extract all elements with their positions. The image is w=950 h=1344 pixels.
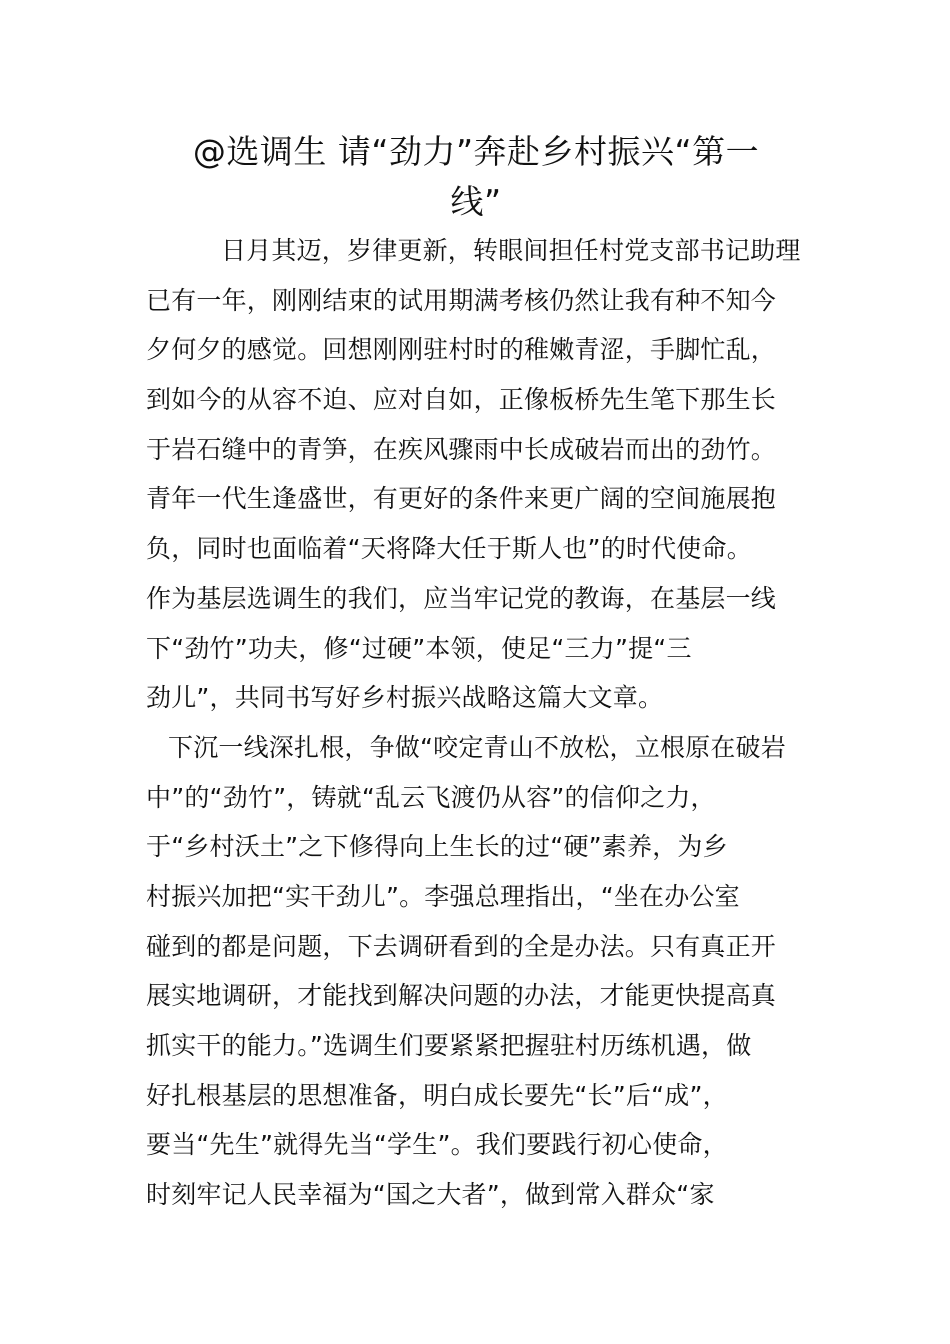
- paragraph-2-line: 要当“先生”就得先当“学生”。我们要践行初心使命，: [146, 1130, 728, 1160]
- article-body: [146, 226, 816, 1220]
- paragraph-1-line: 夕何夕的感觉。回想刚刚驻村时的稚嫩青涩，手脚忙乱，: [146, 335, 777, 365]
- paragraph-1-line: 青年一代生逢盛世，有更好的条件来更广阔的空间施展抱: [146, 484, 777, 514]
- paragraph-1-line: 已有一年，刚刚结束的试用期满考核仍然让我有种不知今: [146, 285, 777, 315]
- title-line-2: 线”: [450, 182, 502, 221]
- paragraph-2-line: 于“乡村沃土”之下修得向上生长的过“硬”素养，为乡: [146, 832, 728, 862]
- paragraph-2-line: 展实地调研，才能找到解决问题的办法，才能更快提高真: [146, 981, 777, 1011]
- paragraph-2-line: 时刻牢记人民幸福为“国之大者”，做到常入群众“家: [146, 1180, 715, 1210]
- paragraph-1-line: 作为基层选调生的我们，应当牢记党的教诲，在基层一线: [146, 583, 777, 613]
- paragraph-2-line: 抓实干的能力。”选调生们要紧紧把握驻村历练机遇，做: [146, 1031, 752, 1060]
- paragraph-2-line: 中”的“劲竹”，铸就“乱云飞渡仍从容”的信仰之力，: [146, 782, 716, 812]
- paragraph-2-line: 村振兴加把“实干劲儿”。李强总理指出，“坐在办公室: [146, 881, 740, 911]
- paragraph-1-line: 劲儿”，共同书写好乡村振兴战略这篇大文章。: [146, 683, 664, 713]
- paragraph-2-line: 好扎根基层的思想准备，明白成长要先“长”后“成”，: [146, 1080, 728, 1110]
- paragraph-1-line: 日月其迈，岁律更新，转眼间担任村党支部书记助理: [221, 236, 801, 265]
- paragraph-1-line: 负，同时也面临着“天将降大任于斯人也”的时代使命。: [146, 534, 752, 564]
- paragraph-1-line: 到如今的从容不迫、应对自如，正像板桥先生笔下那生长: [146, 385, 777, 415]
- article-title: [146, 127, 806, 227]
- paragraph-2-line: 下沉一线深扎根，争做“咬定青山不放松，立根原在破岩: [168, 732, 786, 762]
- title-line-1: @选调生 请“劲力”奔赴乡村振兴“第一: [192, 132, 760, 171]
- paragraph-1-line: 于岩石缝中的青笋，在疾风骤雨中长成破岩而出的劲竹。: [146, 434, 777, 464]
- paragraph-2-line: 碰到的都是问题，下去调研看到的全是办法。只有真正开: [146, 931, 777, 961]
- paragraph-1-line: 下“劲竹”功夫，修“过硬”本领，使足“三力”提“三: [146, 633, 692, 663]
